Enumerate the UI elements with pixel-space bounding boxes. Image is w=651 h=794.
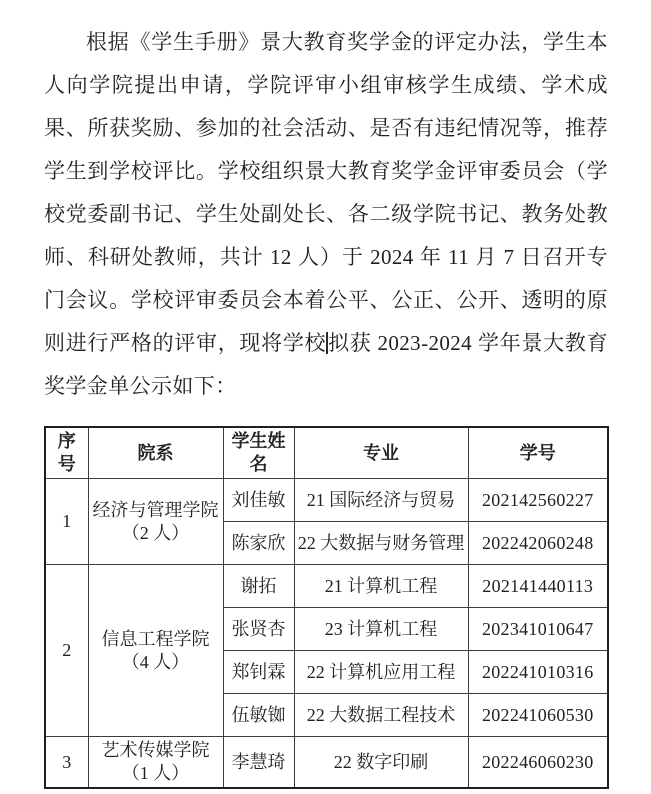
body-paragraph[interactable]	[44, 21, 608, 408]
student-id-cell: 202341010647	[468, 608, 608, 651]
table-row	[45, 479, 608, 522]
major-cell: 22 大数据与财务管理	[294, 522, 468, 565]
major-cell: 22 计算机应用工程	[294, 651, 468, 694]
student-id-cell: 202241060530	[468, 694, 608, 737]
table-row	[45, 565, 608, 608]
college-name: 经济与管理学院	[92, 499, 219, 520]
scholarship-table	[44, 426, 609, 789]
paragraph-text-before-caret: 根据《学生手册》景大教育奖学金的评定办法，学生本人向学院提出申请，学院评审小组审核学生成绩、学术成果、所获奖励、参加的社会活动、是否有违纪情况等，推荐学生到学校评比。学校组织景大教育奖学金评审委员会（学校党委副书记、学生处副处长、各二级学院书记、教务处教师、科研处教师，共计 12 人）于 2024 年 11 月 7 日召开专门会议。学校评审委员会本着公平、公正、公开、透明的原则进行严格的评审，现将学校	[44, 30, 608, 355]
college-count: （2 人）	[121, 522, 190, 543]
student-id-cell: 202246060230	[468, 737, 608, 789]
student-name-cell: 刘佳敏	[223, 479, 294, 522]
index-cell: 3	[45, 737, 88, 789]
student-name-cell: 李慧琦	[223, 737, 294, 789]
college-name: 艺术传媒学院	[101, 740, 210, 760]
student-id-cell: 202242060248	[468, 522, 608, 565]
student-id-cell: 202241010316	[468, 651, 608, 694]
college-cell	[88, 565, 223, 737]
index-cell: 1	[45, 479, 88, 565]
major-cell: 21 计算机工程	[294, 565, 468, 608]
college-count: （4 人）	[121, 651, 190, 672]
table-row	[45, 737, 608, 789]
student-id-cell: 202141440113	[468, 565, 608, 608]
col-header-major: 专业	[294, 427, 468, 479]
college-cell	[88, 737, 223, 789]
paragraph-text-after-caret: 拟获 2023-2024 学年景大教育奖学金单公示如下：	[44, 331, 609, 398]
student-name-cell: 张贤杏	[223, 608, 294, 651]
col-header-college: 院系	[88, 427, 223, 479]
col-header-student-id: 学号	[468, 427, 608, 479]
index-cell: 2	[45, 565, 88, 737]
student-id-cell: 202142560227	[468, 479, 608, 522]
student-name-cell: 郑钊霖	[223, 651, 294, 694]
major-cell: 22 数字印刷	[294, 737, 468, 789]
college-count: （1 人）	[121, 763, 190, 783]
college-name: 信息工程学院	[101, 628, 210, 649]
table-header-row	[45, 427, 608, 479]
college-cell	[88, 479, 223, 565]
col-header-index: 序号	[45, 427, 88, 479]
student-name-cell: 伍敏铷	[223, 694, 294, 737]
col-header-student-name: 学生姓名	[223, 427, 294, 479]
major-cell: 23 计算机工程	[294, 608, 468, 651]
student-name-cell: 谢拓	[223, 565, 294, 608]
student-name-cell: 陈家欣	[223, 522, 294, 565]
major-cell: 22 大数据工程技术	[294, 694, 468, 737]
major-cell: 21 国际经济与贸易	[294, 479, 468, 522]
